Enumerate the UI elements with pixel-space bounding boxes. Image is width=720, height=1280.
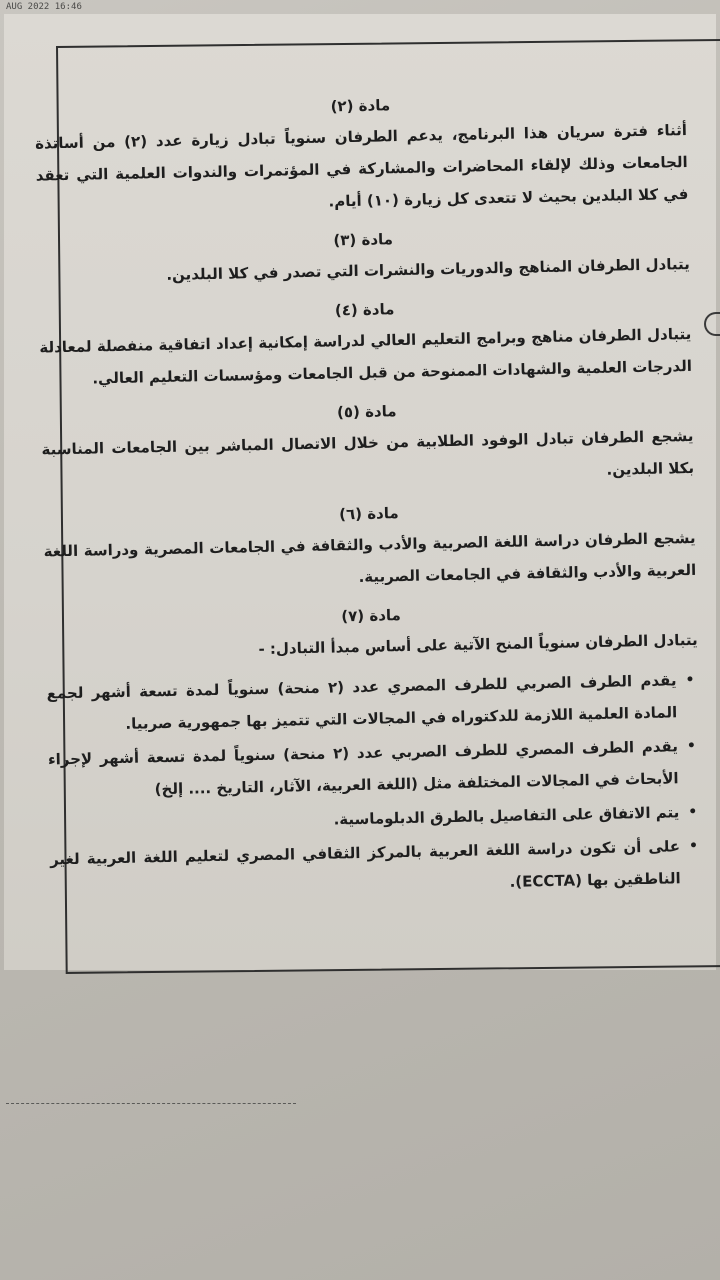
photo-timestamp: AUG 2022 16:46 xyxy=(6,2,82,12)
list-item xyxy=(46,664,699,742)
list-item-text: يتم الاتفاق على التفاصيل بالطرق الدبلوماسية. xyxy=(333,803,680,829)
article-7-heading: مادة (٧) xyxy=(341,606,402,626)
next-page-rule xyxy=(6,1103,296,1104)
list-item xyxy=(48,730,701,808)
article-6-heading: مادة (٦) xyxy=(338,504,399,524)
bullet-icon: • xyxy=(686,737,697,755)
article-5-heading: مادة (٥) xyxy=(336,402,397,422)
list-item-text: يقدم الطرف المصري للطرف الصربي عدد (٢ منحة) سنوياً لمدة تسعة أشهر لإجراء الأبحاث في المجالات المختلفة مثل (اللغة العربية، الآثار، التاريخ .... إلخ) xyxy=(47,737,679,799)
article-4-heading: مادة (٤) xyxy=(334,300,395,320)
article-3-heading: مادة (٣) xyxy=(333,230,394,250)
document-body xyxy=(34,84,703,909)
list-item-text: يقدم الطرف الصربي للطرف المصري عدد (٢ منحة) سنوياً لمدة تسعة أشهر لجمع المادة العلمية اللازمة للدكتوراه في المجالات التي تتميز بها جمهورية صربيا. xyxy=(46,671,678,733)
document-page xyxy=(4,14,716,970)
bullet-icon: • xyxy=(688,803,698,821)
bullet-icon: • xyxy=(688,837,699,855)
article-3-text: يتبادل الطرفان المناهج والدوريات والنشرات التي تصدر في كلا البلدين. xyxy=(166,254,690,284)
list-item-text: على أن تكون دراسة اللغة العربية بالمركز الثقافي المصري لتعليم اللغة العربية لغير الناطقين بها (ECCTA). xyxy=(49,837,681,891)
article-5-text: يشجع الطرفان تبادل الوفود الطلابية من خلال الاتصال المباشر بين الجامعات المناسبة بكلا البلدين. xyxy=(41,426,695,479)
article-4-text: يتبادل الطرفان مناهج وبرامج التعليم العالي لدراسة إمكانية إعداد اتفاقية منفصلة لمعادلة الدرجات العلمية والشهادات الممنوحة من قبل الجامعات ومؤسسات التعليم العالي. xyxy=(39,324,693,388)
article-2-heading: مادة (٢) xyxy=(330,96,391,116)
article-2-text: أثناء فترة سريان هذا البرنامج، يدعم الطرفان سنوياً تبادل زيارة عدد (٢) من أساتذة الجامعات وذلك لإلقاء المحاضرات والمشاركة في المؤتمرات والندوات العلمية التي تعقد في كلا البلدين بحيث لا تتعدى كل زيارة (١٠) أيام. xyxy=(34,120,689,211)
list-item xyxy=(50,830,703,908)
article-7-list xyxy=(46,664,703,908)
article-6-text: يشجع الطرفان دراسة اللغة الصربية والأدب والثقافة في الجامعات المصرية ودراسة اللغة العربية والأدب والثقافة في الجامعات الصربية. xyxy=(43,528,697,586)
bullet-icon: • xyxy=(685,671,695,689)
article-7-intro: يتبادل الطرفان سنوياً المنح الآتية على أساس مبدأ التبادل: - xyxy=(258,630,698,659)
